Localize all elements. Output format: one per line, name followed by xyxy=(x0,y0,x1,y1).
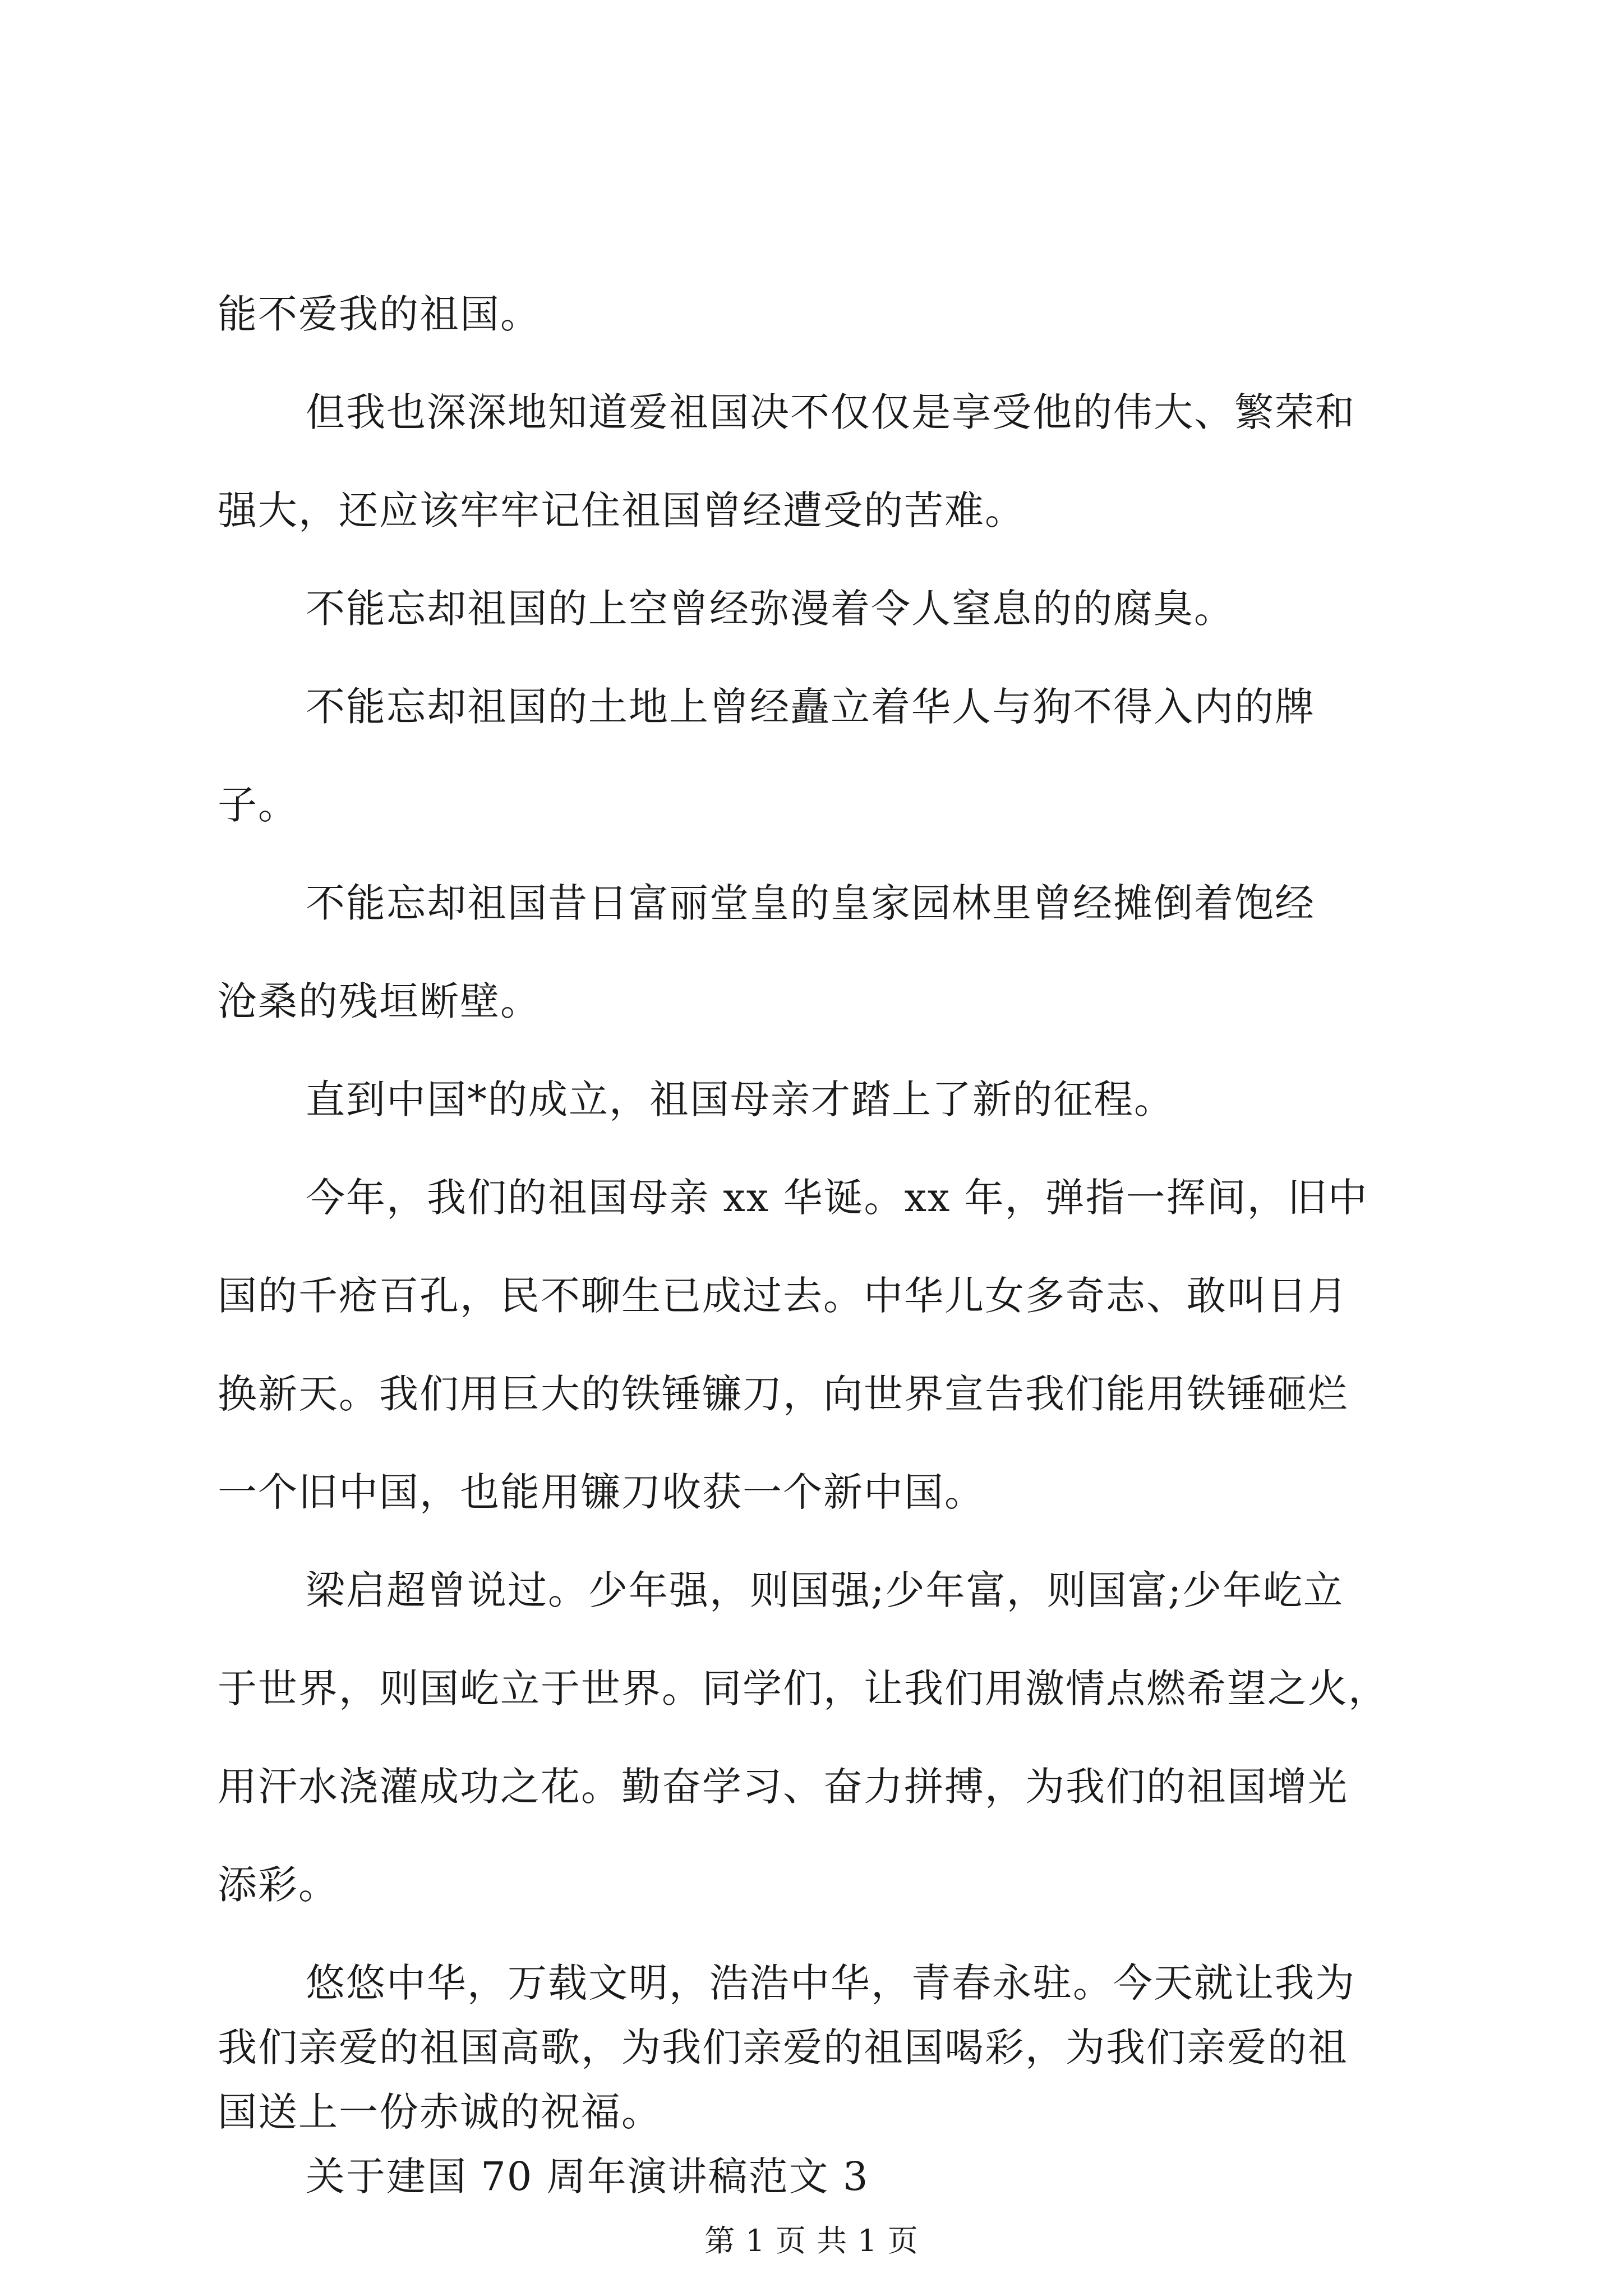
text-line: 但我也深深地知道爱祖国决不仅仅是享受他的伟大、繁荣和 xyxy=(306,389,1355,435)
text-line: 强大，还应该牢牢记住祖国曾经遭受的苦难。 xyxy=(218,487,1025,533)
text-line: 不能忘却祖国的土地上曾经矗立着华人与狗不得入内的牌 xyxy=(306,684,1315,730)
text-line: 今年，我们的祖国母亲 xx 华诞。xx 年，弹指一挥间，旧中 xyxy=(306,1175,1368,1221)
text-line: 我们亲爱的祖国高歌，为我们亲爱的祖国喝彩，为我们亲爱的祖 xyxy=(218,2024,1348,2070)
text-line: 直到中国*的成立，祖国母亲才踏上了新的征程。 xyxy=(306,1076,1174,1122)
text-line: 国送上一份赤诚的祝福。 xyxy=(218,2089,662,2135)
text-line: 子。 xyxy=(218,782,298,828)
text-line: 不能忘却祖国的上空曾经弥漫着令人窒息的的腐臭。 xyxy=(306,586,1234,632)
text-line: 于世界，则国屹立于世界。同学们，让我们用激情点燃希望之火， xyxy=(218,1665,1389,1711)
text-line: 国的千疮百孔，民不聊生已成过去。中华儿女多奇志、敢叫日月 xyxy=(218,1273,1348,1319)
text-line: 换新天。我们用巨大的铁锤镰刀，向世界宣告我们能用铁锤砸烂 xyxy=(218,1371,1348,1417)
text-line: 用汗水浇灌成功之花。勤奋学习、奋力拼搏，为我们的祖国增光 xyxy=(218,1764,1348,1810)
text-line: 添彩。 xyxy=(218,1862,339,1908)
text-line: 梁启超曾说过。少年强，则国强;少年富，则国富;少年屹立 xyxy=(306,1567,1344,1613)
text-line: 一个旧中国，也能用镰刀收获一个新中国。 xyxy=(218,1469,985,1515)
text-line: 能不爱我的祖国。 xyxy=(218,291,541,337)
page-footer: 第 1 页 共 1 页 xyxy=(704,2223,919,2258)
text-line: 不能忘却祖国昔日富丽堂皇的皇家园林里曾经摊倒着饱经 xyxy=(306,880,1315,926)
section-heading: 关于建国 70 周年演讲稿范文 3 xyxy=(306,2154,869,2200)
text-line: 悠悠中华，万载文明，浩浩中华，青春永驻。今天就让我为 xyxy=(306,1960,1355,2006)
text-line: 沧桑的残垣断壁。 xyxy=(218,978,541,1024)
